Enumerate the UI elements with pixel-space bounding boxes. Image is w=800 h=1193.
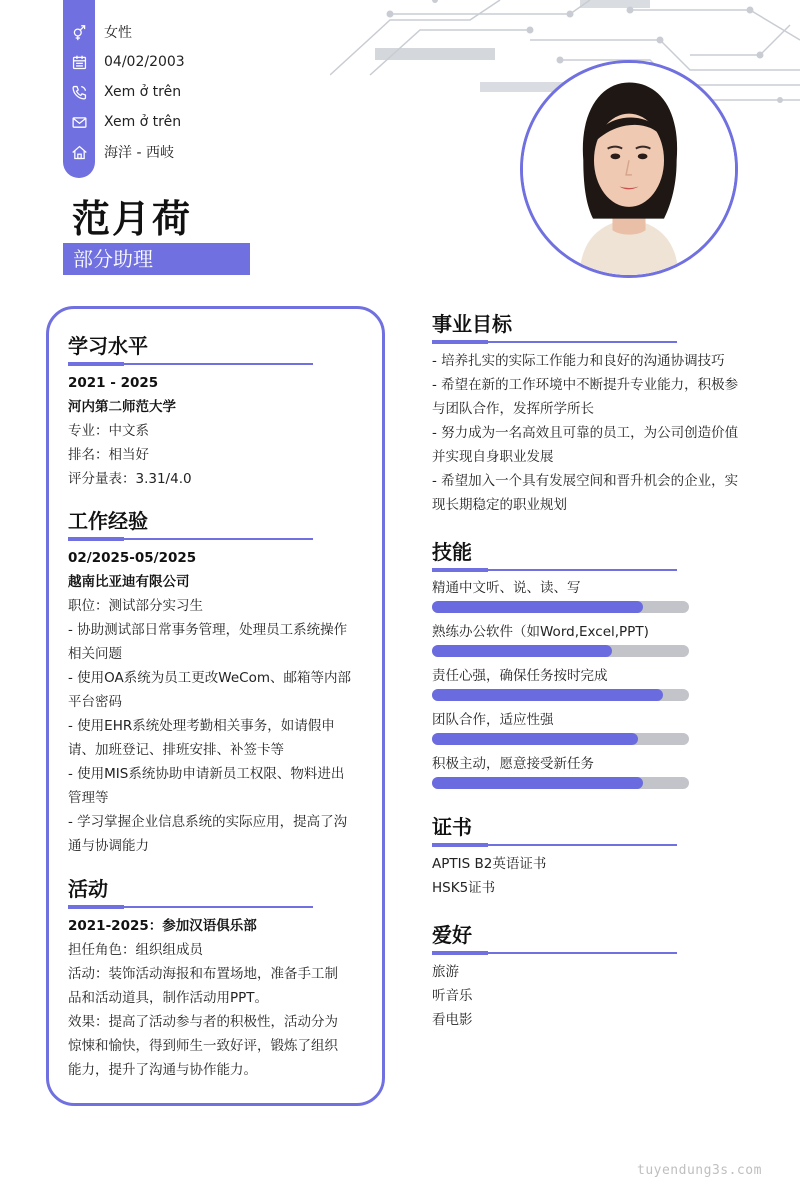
skill-bar-fill <box>432 777 643 789</box>
skill-label: 熟练办公软件（如Word,Excel,PPT) <box>432 624 649 640</box>
skill-item <box>432 577 762 613</box>
skill-bar-fill <box>432 601 643 613</box>
skill-item <box>432 753 762 789</box>
objective-line: - 努力成为一名高效且可靠的员工，为公司创造价值 <box>432 425 739 441</box>
skill-bar <box>432 601 689 613</box>
job-title: 部分助理 <box>63 243 250 275</box>
experience-line: 相关问题 <box>68 646 122 662</box>
education-period: 2021 - 2025 <box>68 375 159 391</box>
experience-line: - 协助测试部日常事务管理，处理员工系统操作 <box>68 622 348 638</box>
hobbies-underline <box>432 952 677 954</box>
skill-item <box>432 621 762 657</box>
hobby-item: 听音乐 <box>432 988 473 1004</box>
certificates-underline <box>432 844 677 846</box>
skills-underline <box>432 569 677 571</box>
birthday-value: 04/02/2003 <box>104 54 185 70</box>
address-value: 海洋 - 西岐 <box>104 145 174 161</box>
activities-line: 活动：装饰活动海报和布置场地，准备手工制 <box>68 966 338 982</box>
skill-label: 团队合作，适应性强 <box>432 712 554 728</box>
certificates-section <box>432 811 762 900</box>
contact-phone <box>63 77 181 107</box>
objective-line: - 培养扎实的实际工作能力和良好的沟通协调技巧 <box>432 353 725 369</box>
experience-line: - 学习掌握企业信息系统的实际应用，提高了沟 <box>68 814 348 830</box>
activities-section <box>68 873 368 1082</box>
experience-period: 02/2025-05/2025 <box>68 550 197 566</box>
objective-line: 现长期稳定的职业规划 <box>432 497 567 513</box>
profile-photo <box>520 60 738 278</box>
phone-value: Xem ở trên <box>104 84 182 100</box>
experience-company: 越南比亚迪有限公司 <box>68 574 190 590</box>
objective-line: - 希望在新的工作环境中不断提升专业能力，积极参 <box>432 377 739 393</box>
candidate-name: 范月荷 <box>72 197 193 241</box>
activities-line: 效果：提高了活动参与者的积极性，活动分为 <box>68 1014 338 1030</box>
skill-bar <box>432 777 689 789</box>
hobbies-section <box>432 919 762 1032</box>
certificates-heading: 证书 <box>432 815 472 839</box>
education-school: 河内第二师范大学 <box>68 399 176 415</box>
education-heading: 学习水平 <box>68 334 148 358</box>
gender-value: 女性 <box>104 25 132 41</box>
skill-bar <box>432 689 689 701</box>
skill-bar <box>432 645 689 657</box>
objective-section <box>432 308 762 517</box>
home-icon <box>63 137 95 167</box>
contact-birthday <box>63 47 185 77</box>
activities-line: 品和活动道具，制作活动用PPT。 <box>68 990 269 1006</box>
email-icon <box>63 107 95 137</box>
experience-line: - 使用EHR系统处理考勤相关事务，如请假申 <box>68 718 335 734</box>
watermark-footer: tuyendung3s.com <box>637 1163 762 1178</box>
skill-bar-fill <box>432 645 612 657</box>
certificate-item: HSK5证书 <box>432 880 496 896</box>
activities-line: 能力，提升了沟通与协作能力。 <box>68 1062 257 1078</box>
hobby-item: 旅游 <box>432 964 459 980</box>
experience-line: - 使用MIS系统协助申请新员工权限、物料进出 <box>68 766 345 782</box>
skill-label: 责任心强，确保任务按时完成 <box>432 668 608 684</box>
education-underline <box>68 363 313 365</box>
skill-label: 积极主动，愿意接受新任务 <box>432 756 594 772</box>
calendar-icon <box>63 47 95 77</box>
contact-email <box>63 107 181 137</box>
experience-line: 职位：测试部分实习生 <box>68 598 203 614</box>
experience-section <box>68 505 368 858</box>
experience-line: 通与协调能力 <box>68 838 149 854</box>
skill-item <box>432 665 762 701</box>
experience-line: 平台密码 <box>68 694 122 710</box>
skill-bar-fill <box>432 689 663 701</box>
experience-line: 管理等 <box>68 790 109 806</box>
skill-item <box>432 709 762 745</box>
activities-underline <box>68 906 313 908</box>
contact-gender <box>63 17 132 47</box>
skill-label: 精通中文听、说、读、写 <box>432 580 581 596</box>
email-value: Xem ở trên <box>104 114 182 130</box>
hobbies-heading: 爱好 <box>432 923 472 947</box>
gender-icon <box>63 17 95 47</box>
objective-line: - 希望加入一个具有发展空间和晋升机会的企业，实 <box>432 473 739 489</box>
experience-heading: 工作经验 <box>68 509 148 533</box>
experience-underline <box>68 538 313 540</box>
education-line: 排名：相当好 <box>68 447 149 463</box>
certificate-item: APTIS B2英语证书 <box>432 856 547 872</box>
education-line: 专业：中文系 <box>68 423 149 439</box>
objective-underline <box>432 341 677 343</box>
activities-line: 惊悚和愉快，得到师生一致好评，锻炼了组织 <box>68 1038 338 1054</box>
skills-section <box>432 536 762 797</box>
objective-line: 与团队合作，发挥所学所长 <box>432 401 594 417</box>
experience-line: - 使用OA系统为员工更改WeCom、邮箱等内部 <box>68 670 351 686</box>
activities-heading: 活动 <box>68 877 108 901</box>
skill-bar-fill <box>432 733 638 745</box>
education-line: 评分量表：3.31/4.0 <box>68 471 192 487</box>
activities-line: 担任角色：组织组成员 <box>68 942 203 958</box>
objective-heading: 事业目标 <box>432 312 512 336</box>
skill-bar <box>432 733 689 745</box>
experience-line: 请、加班登记、排班安排、补签卡等 <box>68 742 284 758</box>
contact-address <box>63 137 174 167</box>
activities-header: 2021-2025：参加汉语俱乐部 <box>68 918 257 934</box>
skills-heading: 技能 <box>432 540 472 564</box>
hobby-item: 看电影 <box>432 1012 473 1028</box>
objective-line: 并实现自身职业发展 <box>432 449 554 465</box>
phone-icon <box>63 77 95 107</box>
education-section <box>68 330 368 491</box>
